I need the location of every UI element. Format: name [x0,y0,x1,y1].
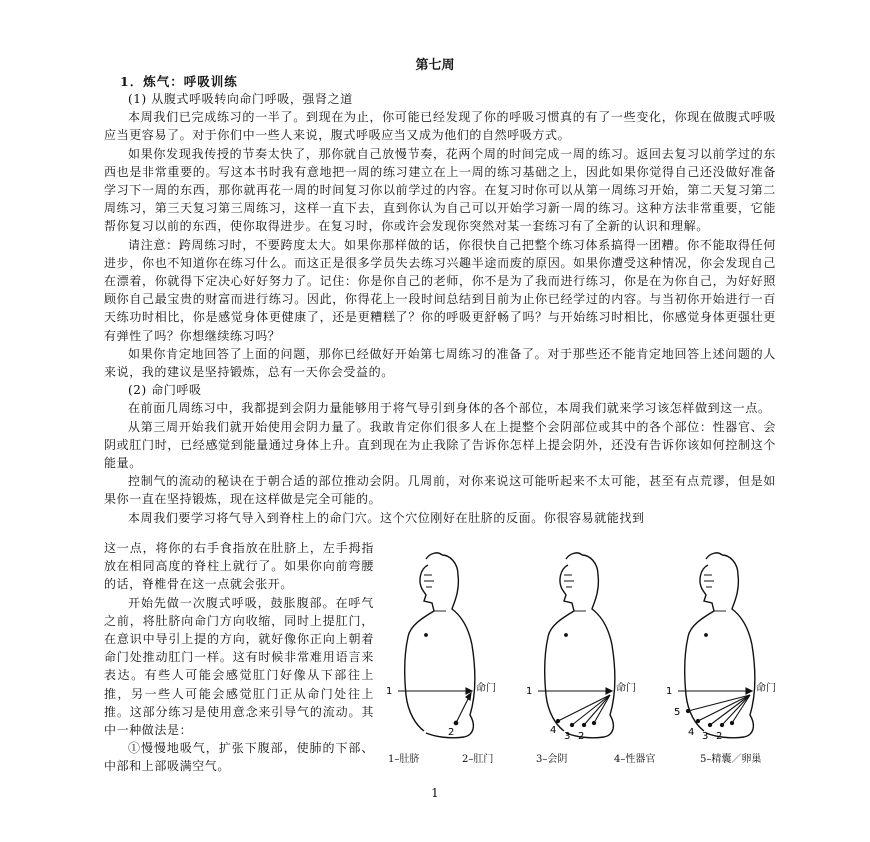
fig1-label-1: 1 [386,686,393,697]
caption-2: 2–肛门 [462,754,494,765]
fig2-label-mingmen: 命门 [616,683,636,694]
fig3-label-4: 4 [688,727,695,738]
fig2-label-3: 3 [564,731,571,742]
fig3-label-mingmen: 命门 [756,683,776,694]
subsection-heading-2: (2) 命门呼吸 [128,383,202,398]
fig2-label-4: 4 [550,725,557,736]
body-diagram-svg [380,545,790,775]
fig3-label-5: 5 [674,707,681,718]
narrow-paragraph-1: 这一点，将你的右手食指放在肚脐上，左手拇指放在相同高度的脊柱上就行了。如果你向前弯腰的话，脊椎骨在这一点就会张开。 [104,541,374,592]
body-diagram [380,545,790,775]
page-number: 1 [431,786,439,800]
fig2-label-2: 2 [578,731,585,742]
fig1-label-2: 2 [448,727,455,738]
body-text-top [104,90,776,527]
paragraph-4: 如果你肯定地回答了上面的问题，那你已经做好开始第七周练习的准备了。对于那些还不能肯定地回答上述问题的人来说，我的建议是坚持锻炼，总有一天你会受益的。 [104,346,776,380]
paragraph-5: 在前面几周练习中，我都提到会阴力量能够用于将气导引到身体的各个部位，本周我们就来学习该怎样做到这一点。 [128,401,771,416]
fig3-label-3: 3 [702,731,709,742]
paragraph-2: 如果你发现我传授的节奏太快了，那你就自己放慢节奏，花两个周的时间完成一周的练习。返回去复习以前学过的东西也是非常重要的。写这本书时我有意地把一周的练习建立在上一周的练习基础之上，因此如果你觉得自己还没做好准备学习下一周的东西，那你就再花一周的时间复习你以前学过的内容。在复习时你可以从第一周练习开始，第二天复习第二周练习，第三天复习第三周练习，这样一直下去，直到你认为自己可以开始学习新一周的练习。这种方法非常重要，它能帮你复习以前的东西，使你取得进步。在复习时，你或许会发现你突然对某一套练习有了全新的认识和理解。 [104,146,776,234]
caption-5: 5–精囊／卵巢 [700,754,762,765]
fig2-label-1: 1 [526,686,533,697]
paragraph-7: 控制气的流动的秘诀在于朝合适的部位推动会阴。几周前，对你来说这可能听起来不太可能，甚至有点荒谬，但是如果你一直在坚持锻炼，现在这样做是完全可能的。 [104,474,776,507]
section-heading: 1．炼气：呼吸训练 [120,74,238,89]
paragraph-8: 本周我们要学习将气导入到脊柱上的命门穴。这个穴位刚好在肚脐的反面。你很容易就能找到 [128,510,645,525]
fig3-label-1: 1 [666,686,673,697]
caption-3: 3–会阴 [536,754,568,765]
fig1-label-mingmen: 命门 [476,683,496,694]
page-title: 第七周 [415,58,455,73]
subsection-heading-1: (1) 从腹式呼吸转向命门呼吸，强肾之道 [128,92,353,106]
paragraph-6: 从第三周开始我们就开始使用会阴力量了。我敢肯定你们很多人在上提整个会阴部位或其中的各个部位：性器官、会阴或肛门时，已经感觉到能量通过身体上升。直到现在为止我除了告诉你怎样上提会阴外，还没有告诉你该如何控制这个能量。 [104,419,776,471]
body-text-narrow [104,539,374,776]
narrow-paragraph-2: 开始先做一次腹式呼吸，鼓胀腹部。在呼气之前，将肚脐向命门方向收缩，同时上提肛门，在意识中导引上提的方向，就好像你正向上朝着命门处推动肛门一样。这有时候非常难用语言来表达。有些人可能会感觉肛门好像从下部往上推，另一些人可能会感觉肛门正从命门处往上推。这部分练习是使用意念来引导气的流动。其中一种做法是： [104,595,374,738]
paragraph-3: 请注意：跨周练习时，不要跨度太大。如果你那样做的话，你很快自己把整个练习体系搞得一团糟。你不能取得任何进步，你也不知道你在练习什么。而这正是很多学员失去练习兴趣半途而废的原因。如果你遭受这种情况，你会发现自己在漂着，你就得下定决心好好努力了。记住：你是你自己的老师，你不是为了我而进行练习，你是在为你自己，为好好照顾你自己最宝贵的财富而进行练习。因此，你得花上一段时间总结到目前为止你已经学过的内容。与当初你开始进行一百天练功时相比，你是感觉身体更健康了，还是更糟糕了？你的呼吸更舒畅了吗？与开始练习时相比，你感觉身体更强壮更有弹性了吗？你想继续练习吗？ [104,237,776,343]
narrow-paragraph-3: ①慢慢地吸气，扩张下腹部，使肺的下部、中部和上部吸满空气。 [104,741,374,774]
figure-1-arrows [398,688,472,725]
caption-1: 1–肚脐 [388,754,420,765]
figure-1-body-outline [405,553,475,738]
paragraph-1: 本周我们已完成练习的一半了。到现在为止，你可能已经发现了你的呼吸习惯真的有了一些变化，你现在做腹式呼吸应当更容易了。对于你们中一些人来说，腹式呼吸应当又成为他们的自然呼吸方式。 [104,110,776,143]
caption-4: 4–性器官 [614,754,656,765]
fig3-label-2: 2 [716,731,723,742]
